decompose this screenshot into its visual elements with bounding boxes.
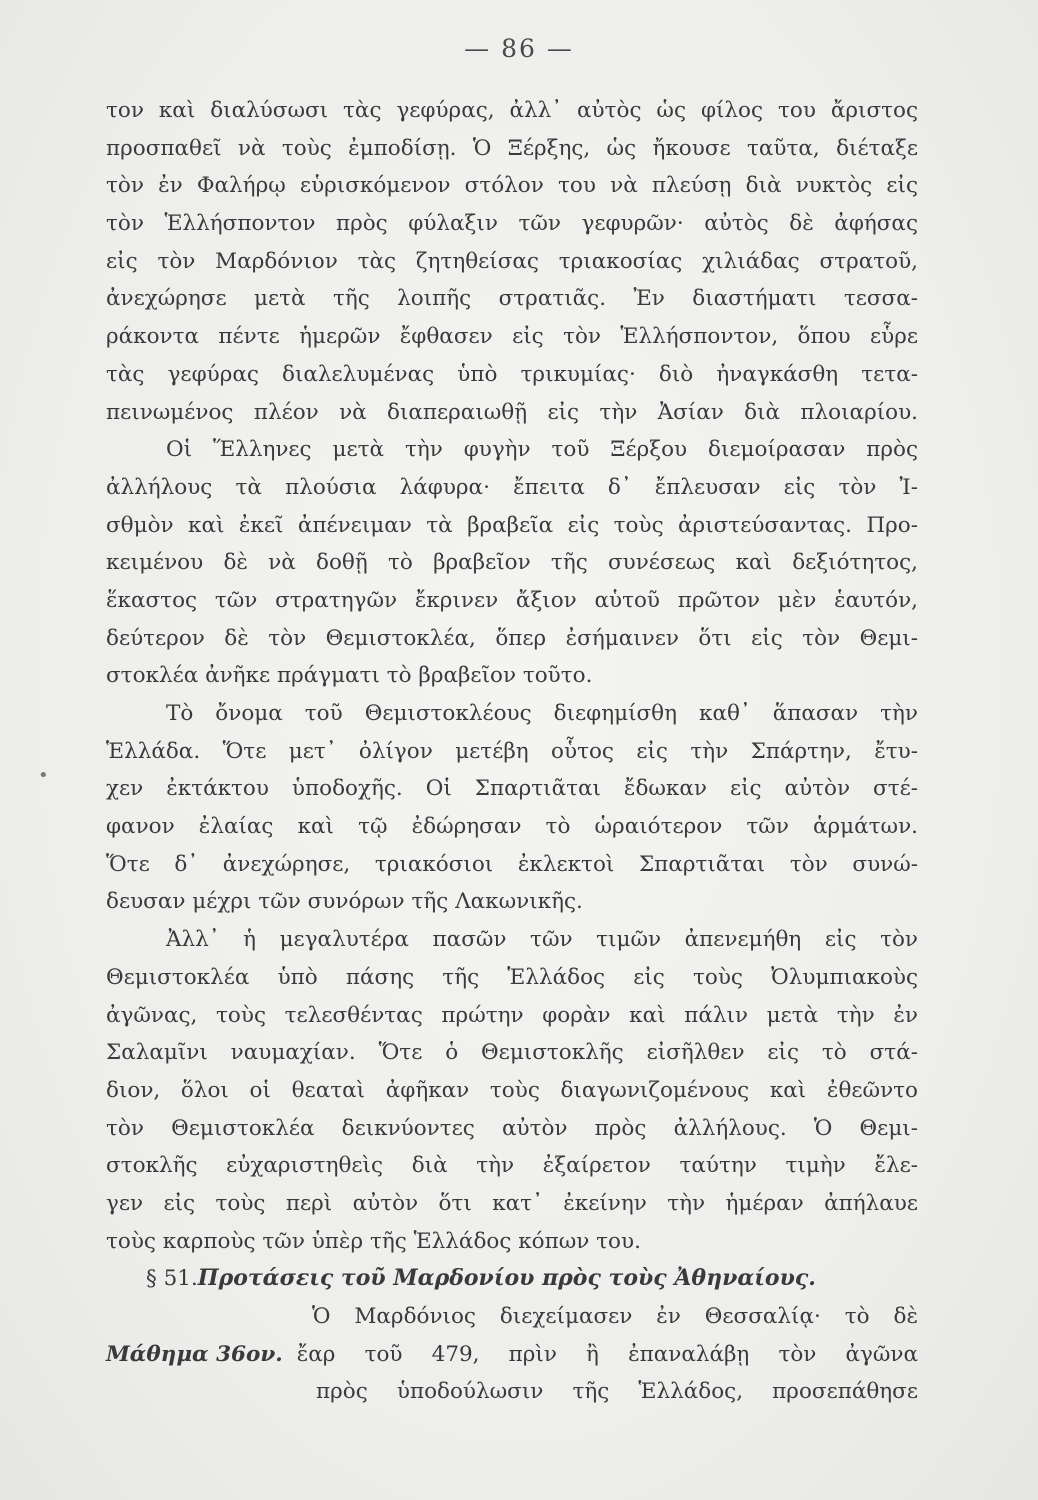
- text-line: διον, ὅλοι οἱ θεαταὶ ἀφῆκαν τοὺς διαγωνιζομένους καὶ ἐθεῶντο: [106, 1077, 918, 1103]
- text-line: χεν ἐκτάκτου ὑποδοχῆς. Οἱ Σπαρτιᾶται ἔδωκαν εἰς αὐτὸν στέ-: [106, 776, 918, 802]
- margin-mark: •: [38, 765, 49, 786]
- text-line: Οἱ Ἕλληνες μετὰ τὴν φυγὴν τοῦ Ξέρξου διεμοίρασαν πρὸς: [166, 437, 918, 463]
- text-line: Τὸ ὄνομα τοῦ Θεμιστοκλέους διεφημίσθη καθ᾽ ἅπασαν τὴν: [166, 701, 918, 726]
- text-line: ἕκαστος τῶν στρατηγῶν ἔκρινεν ἄξιον αὑτοῦ πρῶτον μὲν ἑαυτόν,: [106, 587, 918, 613]
- section-title: Προτάσεις τοῦ Μαρδονίου πρὸς τοὺς Ἀθηναίους.: [197, 1265, 816, 1292]
- text-line: σθμὸν καὶ ἐκεῖ ἀπένειμαν τὰ βραβεῖα εἰς τοὺς ἀριστεύσαντας. Προ-: [106, 512, 918, 538]
- text-line: ἀνεχώρησε μετὰ τῆς λοιπῆς στρατιᾶς. Ἐν διαστήματι τεσσα-: [106, 286, 918, 312]
- text-line: στοκλῆς εὐχαριστηθεὶς διὰ τὴν ἐξαίρετον ταύτην τιμὴν ἔλε-: [106, 1153, 918, 1179]
- text-line: πρὸς ὑποδούλωσιν τῆς Ἑλλάδος, προσεπάθησε: [316, 1379, 918, 1405]
- text-line: ἀγῶνας, τοὺς τελεσθέντας πρώτην φορὰν καὶ πάλιν μετὰ τὴν ἐν: [106, 1002, 918, 1028]
- text-line: γεν εἰς τοὺς περὶ αὐτὸν ὅτι κατ᾽ ἐκείνην τὴν ἡμέραν ἀπήλαυε: [106, 1190, 918, 1216]
- text-line: δεύτερον δὲ τὸν Θεμιστοκλέα, ὅπερ ἐσήμαινεν ὅτι εἰς τὸν Θεμι-: [106, 625, 918, 651]
- section-heading: [106, 1260, 918, 1298]
- text-line: προσπαθεῖ νὰ τοὺς ἐμποδίσῃ. Ὁ Ξέρξης, ὡς ἤκουσε ταῦτα, διέταξε: [106, 135, 918, 161]
- body-text: [106, 92, 918, 1411]
- text-line: δευσαν μέχρι τῶν συνόρων τῆς Λακωνικῆς.: [106, 889, 583, 915]
- text-line: Θεμιστοκλέα ὑπὸ πάσης τῆς Ἑλλάδος εἰς τοὺς Ὀλυμπιακοὺς: [106, 964, 918, 990]
- text-line: ράκοντα πέντε ἡμερῶν ἔφθασεν εἰς τὸν Ἑλλήσποντον, ὅπου εὗρε: [106, 324, 918, 350]
- text-line: ἀλλήλους τὰ πλούσια λάφυρα· ἔπειτα δ᾽ ἔπλευσαν εἰς τὸν Ἰ-: [106, 474, 918, 500]
- text-line: Ἀλλ᾽ ἡ μεγαλυτέρα πασῶν τῶν τιμῶν ἀπενεμήθη εἰς τὸν: [166, 927, 918, 953]
- text-line: στοκλέα ἀνῆκε πράγματι τὸ βραβεῖον τοῦτο.: [106, 663, 593, 689]
- text-line: Ἑλλάδα. Ὅτε μετ᾽ ὀλίγον μετέβη οὗτος εἰς τὴν Σπάρτην, ἔτυ-: [106, 738, 918, 764]
- text-line: εἰς τὸν Μαρδόνιον τὰς ζητηθείσας τριακοσίας χιλιάδας στρατοῦ,: [106, 248, 918, 274]
- text-line: τὸν ἐν Φαλήρῳ εὑρισκόμενον στόλον του νὰ πλεύσῃ διὰ νυκτὸς εἰς: [106, 173, 918, 199]
- text-line: τὸν Ἑλλήσποντον πρὸς φύλαξιν τῶν γεφυρῶν· αὐτὸς δὲ ἀφήσας: [106, 211, 918, 237]
- text-line: ἔαρ τοῦ 479, πρὶν ἢ ἐπαναλάβῃ τὸν ἀγῶνα: [296, 1341, 918, 1367]
- text-line: Σαλαμῖνι ναυμαχίαν. Ὅτε ὁ Θεμιστοκλῆς εἰσῆλθεν εἰς τὸ στά-: [106, 1040, 918, 1066]
- text-line: τὰς γεφύρας διαλελυμένας ὑπὸ τρικυμίας· διὸ ἠναγκάσθη τετα-: [106, 361, 918, 387]
- text-line: τὸν Θεμιστοκλέα δεικνύοντες αὐτὸν πρὸς ἀλλήλους. Ὁ Θεμι-: [106, 1115, 918, 1141]
- lesson-line: [106, 1336, 918, 1374]
- text-line: κειμένου δὲ νὰ δοθῇ τὸ βραβεῖον τῆς συνέσεως καὶ δεξιότητος,: [106, 550, 918, 576]
- text-line: τοὺς καρποὺς τῶν ὑπὲρ τῆς Ἑλλάδος κόπων του.: [106, 1228, 641, 1254]
- text-line: Ὅτε δ᾽ ἀνεχώρησε, τριακόσιοι ἐκλεκτοὶ Σπαρτιᾶται τὸν συνώ-: [106, 851, 918, 877]
- text-line: πεινωμένος πλέον νὰ διαπεραιωθῇ εἰς τὴν Ἀσίαν διὰ πλοιαρίου.: [106, 399, 918, 425]
- text-line: τον καὶ διαλύσωσι τὰς γεφύρας, ἀλλ᾽ αὐτὸς ὡς φίλος του ἄριστος: [106, 98, 918, 123]
- section-number: § 51.: [146, 1266, 198, 1292]
- lesson-label: Μάθημα 36ον.: [106, 1341, 283, 1367]
- text-line: Ὁ Μαρδόνιος διεχείμασεν ἐν Θεσσαλίᾳ· τὸ δὲ: [312, 1304, 918, 1329]
- page-number: — 86 —: [464, 34, 574, 63]
- text-line: φανον ἐλαίας καὶ τῷ ἐδώρησαν τὸ ὡραιότερον τῶν ἁρμάτων.: [106, 814, 918, 840]
